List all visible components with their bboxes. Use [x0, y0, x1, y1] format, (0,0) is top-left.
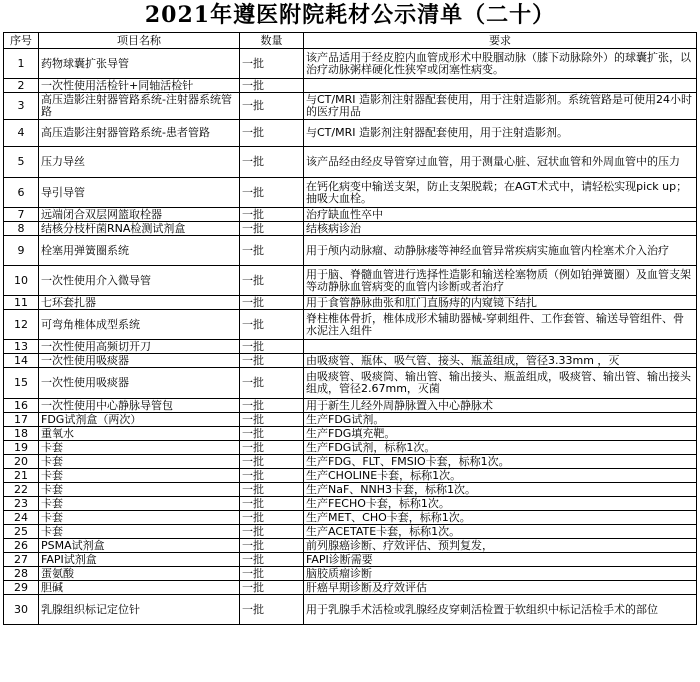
row-name: 卡套 — [39, 497, 240, 511]
row-qty: 一批 — [240, 296, 304, 310]
row-requirement: 该产品经由经皮导管穿过血管，用于测量心脏、冠状血管和外周血管中的压力 — [304, 147, 697, 178]
row-no: 6 — [4, 178, 39, 208]
row-no: 18 — [4, 427, 39, 441]
row-no: 16 — [4, 399, 39, 413]
table-row — [4, 469, 697, 483]
row-qty: 一批 — [240, 354, 304, 368]
row-no: 12 — [4, 310, 39, 340]
row-no: 9 — [4, 236, 39, 266]
row-no: 7 — [4, 208, 39, 222]
row-qty: 一批 — [240, 413, 304, 427]
row-no: 2 — [4, 79, 39, 93]
row-requirement: 生产FECHO卡套，标称1次。 — [304, 497, 697, 511]
table-row — [4, 354, 697, 368]
row-no: 27 — [4, 553, 39, 567]
row-name: 高压造影注射器管路系统-注射器系统管路 — [39, 93, 240, 120]
row-requirement: 由吸痰管、吸痰筒、输出管、输出接头、瓶盖组成，吸痰管、输出管、输出接头组成，管径2.67mm，灭菌 — [304, 368, 697, 399]
row-name: 一次性使用吸痰器 — [39, 368, 240, 399]
row-name: 结核分枝杆菌RNA检测试剂盒 — [39, 222, 240, 236]
row-requirement: 脑胶质瘤诊断 — [304, 567, 697, 581]
row-requirement: 用于脑、脊髓血管进行选择性造影和输送栓塞物质（例如铂弹簧圈）及血管支架等动静脉血管病变的血管内诊断或者治疗 — [304, 266, 697, 296]
row-no: 20 — [4, 455, 39, 469]
row-qty: 一批 — [240, 553, 304, 567]
row-no: 11 — [4, 296, 39, 310]
table-row — [4, 340, 697, 354]
row-qty: 一批 — [240, 120, 304, 147]
table-header-row — [4, 33, 697, 49]
row-requirement — [304, 340, 697, 354]
row-requirement: 前列腺癌诊断、疗效评估、预判复发， — [304, 539, 697, 553]
row-name: 卡套 — [39, 483, 240, 497]
row-qty: 一批 — [240, 497, 304, 511]
table-row — [4, 208, 697, 222]
row-name: 七环套扎器 — [39, 296, 240, 310]
table-row — [4, 567, 697, 581]
row-qty: 一批 — [240, 581, 304, 595]
row-name: 卡套 — [39, 441, 240, 455]
table-row — [4, 595, 697, 625]
row-requirement: 治疗缺血性卒中 — [304, 208, 697, 222]
table-body — [4, 49, 697, 625]
row-qty: 一批 — [240, 399, 304, 413]
row-name: 高压造影注射器管路系统-患者管路 — [39, 120, 240, 147]
row-qty: 一批 — [240, 525, 304, 539]
row-requirement: 用于新生儿经外周静脉置入中心静脉术 — [304, 399, 697, 413]
row-name: 卡套 — [39, 525, 240, 539]
row-name: 一次性使用活检针+同轴活检针 — [39, 79, 240, 93]
row-qty: 一批 — [240, 208, 304, 222]
row-name: 重氧水 — [39, 427, 240, 441]
table-row — [4, 553, 697, 567]
table-row — [4, 427, 697, 441]
row-qty: 一批 — [240, 427, 304, 441]
table-row — [4, 368, 697, 399]
row-name: 乳腺组织标记定位针 — [39, 595, 240, 625]
row-requirement: 生产FDG填充靶。 — [304, 427, 697, 441]
row-no: 4 — [4, 120, 39, 147]
row-requirement: 生产FDG试剂，标称1次。 — [304, 441, 697, 455]
table-row — [4, 441, 697, 455]
row-qty: 一批 — [240, 147, 304, 178]
row-requirement: 脊柱椎体骨折，椎体成形术辅助器械-穿刺组件、工作套管、输送导管组件、骨水泥注入组件 — [304, 310, 697, 340]
row-requirement: 生产FDG试剂。 — [304, 413, 697, 427]
row-no: 1 — [4, 49, 39, 79]
row-name: 卡套 — [39, 455, 240, 469]
row-no: 29 — [4, 581, 39, 595]
table-row — [4, 296, 697, 310]
table-row — [4, 120, 697, 147]
table-row — [4, 147, 697, 178]
row-no: 19 — [4, 441, 39, 455]
page-title: 2021年遵医附院耗材公示清单（二十） — [144, 2, 556, 28]
row-qty: 一批 — [240, 340, 304, 354]
row-qty: 一批 — [240, 469, 304, 483]
row-name: PSMA试剂盒 — [39, 539, 240, 553]
row-no: 24 — [4, 511, 39, 525]
row-no: 10 — [4, 266, 39, 296]
row-no: 17 — [4, 413, 39, 427]
row-no: 3 — [4, 93, 39, 120]
table-row — [4, 539, 697, 553]
header-name: 项目名称 — [39, 33, 240, 49]
row-qty: 一批 — [240, 178, 304, 208]
row-requirement: 生产NaF、NNH3卡套，标称1次。 — [304, 483, 697, 497]
row-qty: 一批 — [240, 222, 304, 236]
row-name: 远端闭合双层网篮取栓器 — [39, 208, 240, 222]
row-qty: 一批 — [240, 483, 304, 497]
row-name: 导引导管 — [39, 178, 240, 208]
row-name: 压力导丝 — [39, 147, 240, 178]
row-no: 13 — [4, 340, 39, 354]
row-no: 5 — [4, 147, 39, 178]
table-row — [4, 525, 697, 539]
row-requirement: 生产CHOLINE卡套，标称1次。 — [304, 469, 697, 483]
row-requirement: FAPI诊断需要 — [304, 553, 697, 567]
row-requirement: 用于乳腺手术活检或乳腺经皮穿刺活检置于软组织中标记活检手术的部位 — [304, 595, 697, 625]
row-requirement: 与CT/MRI 造影剂注射器配套使用，用于注射造影剂。系统管路是可使用24小时的医疗用品 — [304, 93, 697, 120]
row-requirement — [304, 79, 697, 93]
row-qty: 一批 — [240, 236, 304, 266]
row-qty: 一批 — [240, 595, 304, 625]
table-row — [4, 399, 697, 413]
row-no: 30 — [4, 595, 39, 625]
row-qty: 一批 — [240, 539, 304, 553]
row-requirement: 肝癌早期诊断及疗效评估 — [304, 581, 697, 595]
row-requirement: 与CT/MRI 造影剂注射器配套使用，用于注射造影剂。 — [304, 120, 697, 147]
table-row — [4, 310, 697, 340]
row-no: 14 — [4, 354, 39, 368]
table-row — [4, 455, 697, 469]
row-qty: 一批 — [240, 368, 304, 399]
row-name: 一次性使用介入微导管 — [39, 266, 240, 296]
row-name: 卡套 — [39, 469, 240, 483]
row-qty: 一批 — [240, 455, 304, 469]
row-requirement: 生产ACETATE卡套，标称1次。 — [304, 525, 697, 539]
row-name: 卡套 — [39, 511, 240, 525]
row-name: 一次性使用吸痰器 — [39, 354, 240, 368]
row-no: 25 — [4, 525, 39, 539]
row-name: 一次性使用中心静脉导管包 — [39, 399, 240, 413]
table-row — [4, 581, 697, 595]
row-name: 蛋氨酸 — [39, 567, 240, 581]
row-qty: 一批 — [240, 511, 304, 525]
row-qty: 一批 — [240, 567, 304, 581]
header-qty: 数量 — [240, 33, 304, 49]
row-name: 一次性使用高频切开刀 — [39, 340, 240, 354]
row-qty: 一批 — [240, 441, 304, 455]
row-qty: 一批 — [240, 79, 304, 93]
header-no: 序号 — [4, 33, 39, 49]
row-qty: 一批 — [240, 266, 304, 296]
table-row — [4, 49, 697, 79]
table-row — [4, 497, 697, 511]
table-row — [4, 483, 697, 497]
row-no: 23 — [4, 497, 39, 511]
table-row — [4, 236, 697, 266]
table-row — [4, 511, 697, 525]
row-no: 26 — [4, 539, 39, 553]
row-name: 药物球囊扩张导管 — [39, 49, 240, 79]
table-row — [4, 266, 697, 296]
row-requirement: 用于颅内动脉瘤、动静脉瘘等神经血管异常疾病实施血管内栓塞术介入治疗 — [304, 236, 697, 266]
row-no: 22 — [4, 483, 39, 497]
row-requirement: 生产FDG、FLT、FMSIO卡套，标称1次。 — [304, 455, 697, 469]
row-requirement: 生产MET、CHO卡套，标称1次。 — [304, 511, 697, 525]
row-name: FAPI试剂盒 — [39, 553, 240, 567]
table-row — [4, 79, 697, 93]
row-no: 21 — [4, 469, 39, 483]
row-name: 可弯角椎体成型系统 — [39, 310, 240, 340]
row-name: 栓塞用弹簧圈系统 — [39, 236, 240, 266]
table-row — [4, 222, 697, 236]
row-qty: 一批 — [240, 93, 304, 120]
row-no: 8 — [4, 222, 39, 236]
consumables-table — [3, 32, 697, 625]
row-no: 15 — [4, 368, 39, 399]
row-requirement: 在钙化病变中输送支架，防止支架脱载；在AGT术式中，请轻松实现pick up；抽吸大血栓。 — [304, 178, 697, 208]
row-requirement: 该产品适用于经皮腔内血管成形术中股腘动脉（膝下动脉除外）的球囊扩张，以治疗动脉粥样硬化性狭窄或闭塞性病变。 — [304, 49, 697, 79]
row-requirement: 由吸痰管、瓶体、吸气管、接头、瓶盖组成，管径3.33mm ，灭 — [304, 354, 697, 368]
row-name: FDG试剂盒（两次） — [39, 413, 240, 427]
row-name: 胆碱 — [39, 581, 240, 595]
table-row — [4, 178, 697, 208]
row-no: 28 — [4, 567, 39, 581]
row-requirement: 用于食管静脉曲张和肛门直肠痔的内窥镜下结扎 — [304, 296, 697, 310]
row-qty: 一批 — [240, 49, 304, 79]
table-row — [4, 93, 697, 120]
table-row — [4, 413, 697, 427]
row-qty: 一批 — [240, 310, 304, 340]
row-requirement: 结核病诊治 — [304, 222, 697, 236]
header-requirement: 要求 — [304, 33, 697, 49]
